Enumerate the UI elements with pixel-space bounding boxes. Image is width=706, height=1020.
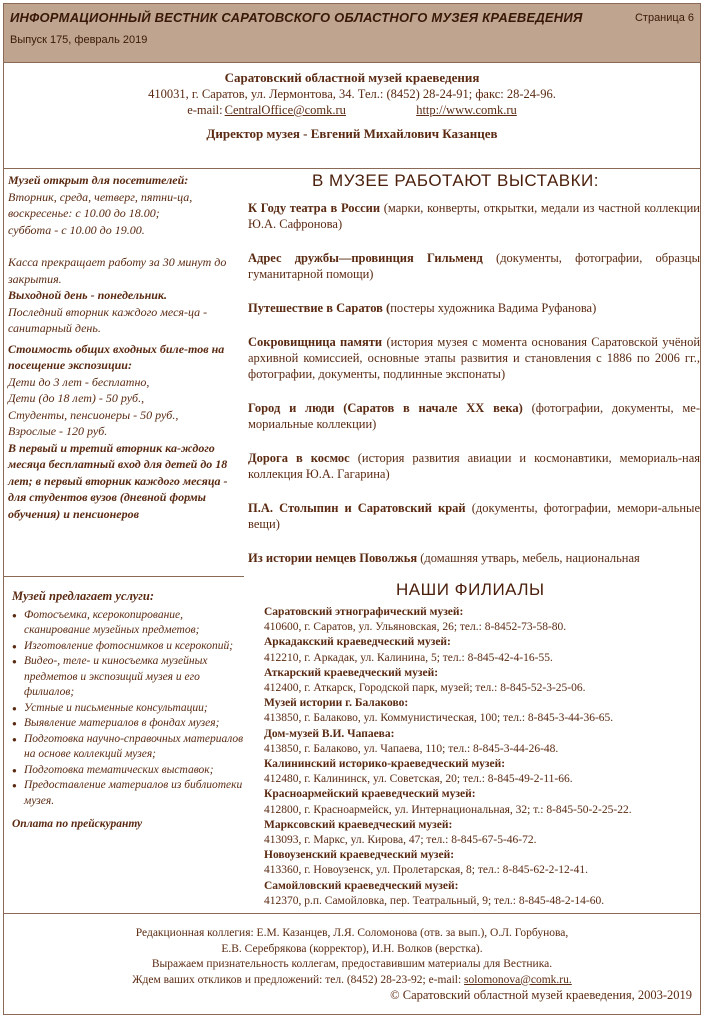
- exhibition-item: [248, 550, 700, 566]
- exhibition-title: К Году театра в России: [248, 201, 381, 215]
- service-item: ● Подготовка тематических выставок;: [12, 763, 248, 779]
- exhibition-item: [248, 450, 700, 482]
- exhibition-desc: (фотографии, документы, ме-мориальные коллекции): [248, 401, 700, 431]
- issue-label: Выпуск 175, февраль 2019: [10, 34, 148, 46]
- branch-name: Музей истории г. Балаково:: [264, 697, 409, 710]
- service-item: ● Устные и письменные консультации;: [12, 701, 248, 717]
- exhibition-title: Из истории немцев Поволжья: [248, 551, 418, 565]
- branch-name: Калининский историко-краеведческий музей:: [264, 758, 506, 771]
- branch-address: 413850, г. Балаково, ул. Коммунистическая, 100; тел.: 8-845-3-44-36-65.: [264, 712, 614, 725]
- feedback-email-link[interactable]: solomonova@comk.ru.: [464, 973, 572, 986]
- page-number: Страница 6: [634, 12, 694, 24]
- price-note: Оплата по прейскуранту: [12, 818, 143, 830]
- exhibition-item: [248, 500, 700, 532]
- editorial-board: Редакционная коллегия: Е.М. Казанцев, Л.Я. Соломонова (отв. за вып.), О.Л. Горбунова,: [135, 927, 569, 939]
- price-item: Студенты, пенсионеры - 50 руб.,: [8, 407, 179, 422]
- day-off: Выходной день - понедельник.: [8, 288, 167, 302]
- exhibition-title: Сокровищница памяти: [248, 335, 383, 349]
- exhibition-item: [248, 250, 700, 282]
- branches-list: [264, 605, 700, 909]
- exhibition-item: [248, 300, 700, 316]
- exhibition-desc: (марки, конверты, открытки, медали из частной коллекции Ю.А. Сафронова): [248, 201, 700, 231]
- branch-address: 412370, р.п. Самойловка, пер. Театральный, 9; тел.: 8-845-48-2-14-60.: [264, 894, 605, 907]
- service-item: ● Подготовка научно-справочных материалов на основе коллекций музея;: [12, 732, 248, 763]
- hours-saturday: суббота - с 10.00 до 19.00.: [8, 222, 145, 237]
- exhibition-item: [248, 400, 700, 432]
- service-item: ● Фотосъемка, ксерокопирование, сканирование музейных предметов;: [12, 608, 248, 639]
- services-heading: Музей предлагает услуги:: [12, 589, 155, 603]
- director-line: Директор музея - Евгений Михайлович Казанцев: [206, 126, 498, 141]
- hours-column: [8, 172, 240, 522]
- branch-name: Аткарский краеведческий музей:: [264, 666, 439, 679]
- service-item: ● Изготовление фотоснимков и ксерокопий;: [12, 639, 248, 655]
- branches-heading: НАШИ ФИЛИАЛЫ: [396, 580, 545, 599]
- branch-address: 412400, г. Аткарск, Городской парк, музей; тел.: 8-845-52-3-25-06.: [264, 682, 586, 695]
- exhibition-title: П.А. Столыпин и Саратовский край: [248, 501, 466, 515]
- price-item: Дети до 3 лет - бесплатно,: [8, 374, 150, 389]
- column-divider: [4, 576, 244, 577]
- branch-name: Самойловский краеведческий музей:: [264, 879, 459, 892]
- museum-name: Саратовский областной музей краеведения: [224, 70, 480, 85]
- branch-address: 412210, г. Аркадак, ул. Калинина, 5; тел.: 8-845-42-4-16-55.: [264, 651, 553, 664]
- exhibition-desc: (домашняя утварь, мебель, национальная: [420, 551, 640, 565]
- website-link[interactable]: http://www.comk.ru: [416, 103, 517, 117]
- thanks-note: Выражаем признательность коллегам, предоставившим материалы для Вестника.: [151, 958, 553, 970]
- feedback-line: [4, 973, 700, 989]
- exhibition-title: Путешествие в Саратов (: [248, 301, 391, 315]
- branch-name: Аркадакский краеведческий музей:: [264, 636, 451, 649]
- exhibitions-list: [248, 200, 700, 572]
- hours-heading: Музей открыт для посетителей:: [8, 173, 189, 187]
- service-item: ● Видео-, теле- и киносъемка музейных предметов и экспозиций музея и его филиалов;: [12, 654, 248, 701]
- branch-name: Дом-музей В.И. Чапаева:: [264, 727, 395, 740]
- hours-days: Вторник, среда, четверг, пятни-ца, воскресенье: с 10.00 до 18.00;: [8, 189, 193, 220]
- exhibition-title: Город и люди (Саратов в начале XX века): [248, 401, 523, 415]
- branch-name: Марксовский краеведческий музей:: [264, 818, 453, 831]
- exhibition-title: Дорога в космос: [248, 451, 350, 465]
- branch-address: 410600, г. Саратов, ул. Ульяновская, 26; тел.: 8-8452-73-58-80.: [264, 621, 567, 634]
- exhibition-desc: постеры художника Вадима Руфанова): [390, 301, 597, 315]
- contact-links: [4, 103, 700, 118]
- exhibitions-heading: В МУЗЕЕ РАБОТАЮТ ВЫСТАВКИ:: [312, 171, 599, 190]
- sanitary-day: Последний вторник каждого меся-ца - санитарный день.: [8, 304, 208, 335]
- exhibition-desc: (документы, фотографии, образцы гуманитарной помощи): [248, 251, 700, 281]
- exhibition-desc: (история развития авиации и космонавтики, мемориаль-ная коллекция Ю.А. Гагарина): [248, 451, 700, 481]
- service-item: ● Предоставление материалов из библиотеки музея.: [12, 778, 248, 809]
- exhibition-desc: (история музея с момента основания Саратовской учёной архивной комиссией, основные этапы развития и становления с 1886 по 2006 гг., фотографии, документы, подлинные экспонаты): [248, 335, 700, 381]
- branch-address: 413850, г. Балаково, ул. Чапаева, 110; тел.: 8-845-3-44-26-48.: [264, 742, 559, 755]
- branch-address: 412800, г. Красноармейск, ул. Интернациональная, 32; т.: 8-845-50-2-25-22.: [264, 803, 632, 816]
- branch-address: 412480, г. Калининск, ул. Советская, 20; тел.: 8-845-49-2-11-66.: [264, 773, 573, 786]
- exhibition-item: [248, 334, 700, 382]
- email-label: e-mail:: [187, 103, 223, 117]
- services-list: [12, 608, 248, 810]
- exhibition-desc: (документы, фотографии, мемори-альные вещи): [248, 501, 700, 531]
- branch-name: Новоузенский краеведческий музей:: [264, 849, 455, 862]
- exhibition-title: Адрес дружбы—провинция Гильменд: [248, 251, 483, 265]
- branch-address: 413093, г. Маркс, ул. Кирова, 47; тел.: 8-845-67-5-46-72.: [264, 834, 537, 847]
- free-entry-note: В первый и третий вторник ка-ждого месяца бесплатный вход для детей до 18 лет; в первый вторник каждого месяца - для студентов вузов (дневной формы обучения) и пенсионеров: [8, 440, 228, 521]
- museum-address: 410031, г. Саратов, ул. Лермонтова, 34. Тел.: (8452) 28-24-91; факс: 28-24-96.: [148, 87, 556, 101]
- kassa-note: Касса прекращает работу за 30 минут до закрытия.: [8, 255, 227, 286]
- service-item: ● Выявление материалов в фондах музея;: [12, 716, 248, 732]
- copyright: © Саратовский областной музей краеведения, 2003-2019: [390, 988, 692, 1002]
- contact-block: [4, 62, 700, 169]
- editorial-board-cont: Е.В. Серебрякова (корректор), И.Н. Волков (верстка).: [221, 942, 483, 955]
- price-heading: Стоимость общих входных биле-тов на посещение экспозиции:: [8, 341, 225, 372]
- newsletter-title: ИНФОРМАЦИОННЫЙ ВЕСТНИК САРАТОВСКОГО ОБЛАСТНОГО МУЗЕЯ КРАЕВЕДЕНИЯ: [10, 10, 583, 25]
- branch-address: 413360, г. Новоузенск, ул. Пролетарская, 8; тел.: 8-845-62-2-12-41.: [264, 864, 588, 877]
- branch-name: Саратовский этнографический музей:: [264, 606, 464, 618]
- exhibition-item: [248, 200, 700, 232]
- price-item: Дети (до 18 лет) - 50 руб.,: [8, 391, 145, 405]
- services-block: [12, 589, 248, 833]
- price-item: Взрослые - 120 руб.: [8, 424, 108, 438]
- feedback-text: Ждем ваших откликов и предложений: тел. (8452) 28-23-92; e-mail:: [132, 973, 462, 986]
- email-link[interactable]: CentralOffice@comk.ru: [224, 103, 346, 117]
- masthead: [4, 4, 700, 63]
- branch-name: Красноармейский краеведческий музей:: [264, 788, 476, 801]
